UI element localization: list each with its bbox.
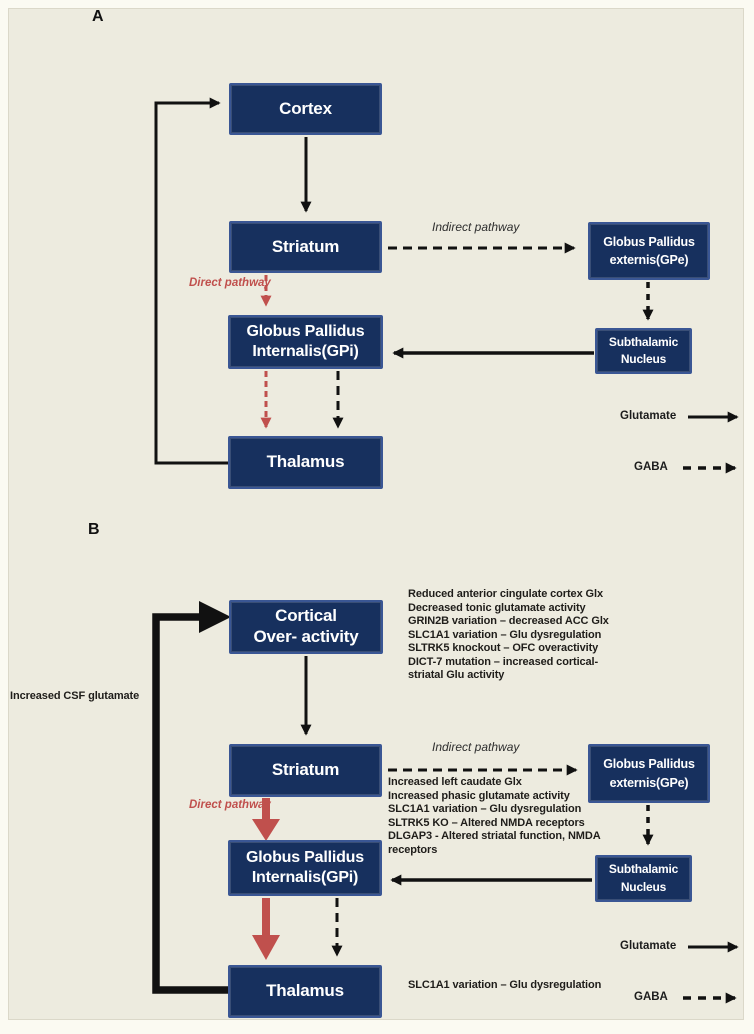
node-stn-b (595, 855, 692, 902)
node-gpi-b (228, 840, 382, 896)
node-striatum-b (229, 744, 382, 797)
node-striatum-a (229, 221, 382, 273)
panel-a-label: A (92, 8, 104, 25)
node-stn-b-line2: Nucleus (620, 879, 667, 894)
node-gpi-b-line2: Internalis(GPi) (251, 869, 359, 886)
node-gpi-b-line1: Globus Pallidus (246, 849, 364, 867)
gaba-legend-label-a: GABA (634, 461, 668, 473)
direct-pathway-label-a: Direct pathway (189, 277, 271, 289)
node-thalamus-a-text: Thalamus (266, 452, 345, 472)
node-thalamus-b (228, 965, 382, 1018)
indirect-pathway-label-b: Indirect pathway (432, 740, 520, 754)
node-gpi-a-line2: Internalis(GPi) (252, 343, 359, 360)
node-gpe-b-line2: externis(GPe) (609, 775, 689, 790)
node-cortex-a-text: Cortex (279, 98, 332, 118)
node-gpe-a-line2: externis(GPe) (609, 253, 689, 267)
node-gpe-b-line1: Globus Pallidus (603, 757, 695, 772)
node-cortex-a (229, 83, 382, 135)
direct-pathway-label-b: Direct pathway (189, 799, 271, 811)
node-cortical-overactivity-b-line1: Cortical (275, 606, 337, 626)
indirect-pathway-label-a: Indirect pathway (432, 220, 520, 234)
node-gpe-a (588, 222, 710, 280)
node-gpi-a (228, 315, 383, 369)
panel-b-label: B (88, 521, 100, 538)
annotation-cortex-findings: Reduced anterior cingulate cortex Glx Decreased tonic glutamate activity GRIN2B variation – decreased ACC Glx SLC1A1 variation – Glu dysregulation SLTRK5 knockout – OFC overactivity DICT-7 mutation – increased cortical- striatal Glu activity (408, 588, 609, 681)
node-thalamus-a (228, 436, 383, 489)
annotation-thalamus-findings: SLC1A1 variation – Glu dysregulation (408, 979, 602, 991)
node-striatum-b-text: Striatum (271, 760, 340, 780)
annotation-striatum-findings: Increased left caudate Glx Increased phasic glutamate activity SLC1A1 variation – Glu dysregulation SLTRK5 KO – Altered NMDA receptors DLGAP3 - Altered striatal function, NMDA receptors (388, 776, 601, 856)
node-cortical-overactivity-b-line2: Over- activity (253, 627, 359, 646)
node-stn-b-line1: Subthalamic (608, 862, 679, 877)
node-stn-a (595, 328, 692, 374)
gaba-legend-label-b: GABA (634, 991, 668, 1003)
node-striatum-a-text: Striatum (271, 236, 340, 256)
annotation-increased-csf-glutamate: Increased CSF glutamate (10, 690, 140, 702)
node-gpe-a-line1: Globus Pallidus (603, 234, 695, 249)
node-stn-a-line2: Nucleus (620, 352, 667, 366)
node-stn-a-line1: Subthalamic (608, 334, 679, 349)
glutamate-legend-label-b: Glutamate (620, 940, 677, 952)
node-thalamus-b-text: Thalamus (266, 981, 344, 1001)
glutamate-legend-label-a: Glutamate (620, 410, 677, 422)
node-gpi-a-line1: Globus Pallidus (246, 323, 365, 341)
node-cortical-overactivity-b (229, 600, 383, 654)
